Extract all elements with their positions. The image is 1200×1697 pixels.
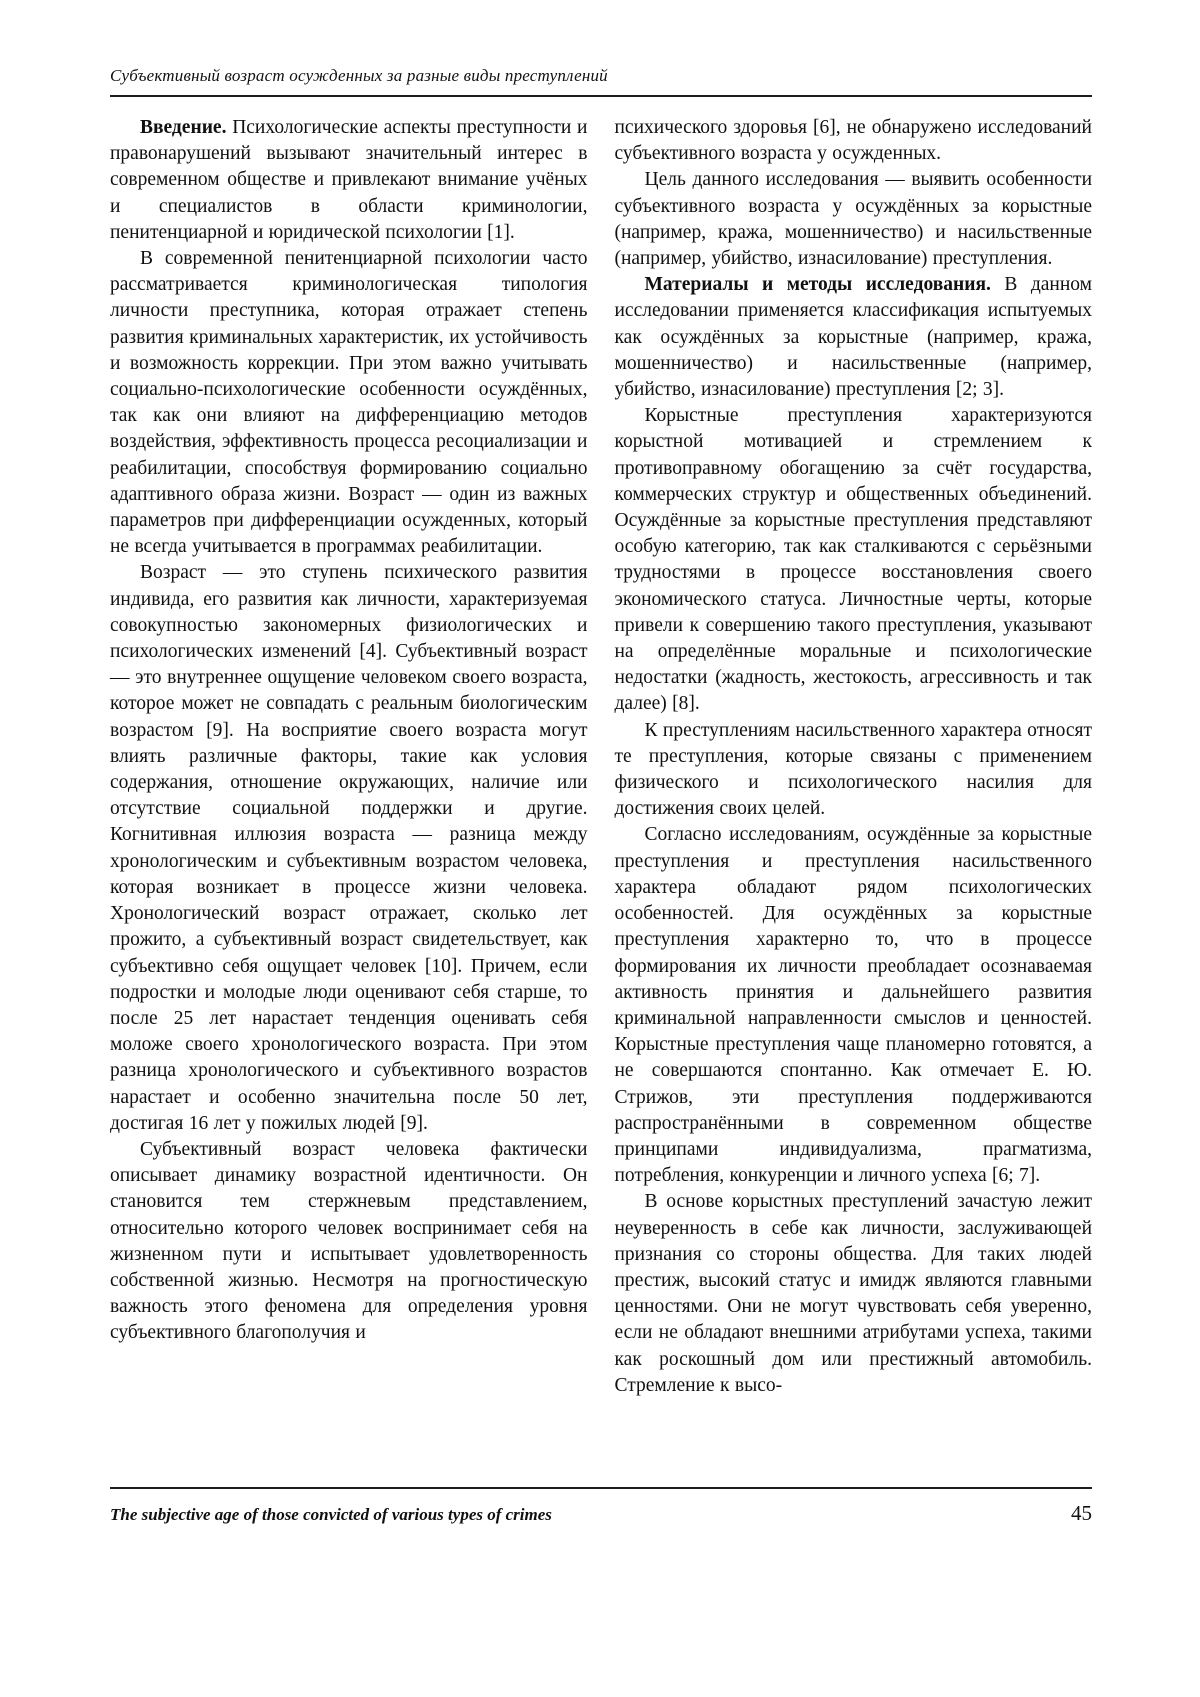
paragraph-text: Возраст — это ступень психического развития индивида, его развития как личности, характеризуемая совокупностью закономерных физиологических и психологических изменений [4]. Субъективный возраст — это внутреннее ощущение человеком своего возраста, которое может не совпадать с реальным биологическим возрастом [9]. На восприятие своего возраста могут влиять различные факторы, такие как условия содержания, отношение окружающих, наличие или отсутствие социальной поддержки и другие. Когнитивная иллюзия возраста — разница между хронологическим и субъективным возрастом человека, которая возникает в процессе жизни человека. Хронологический возраст отражает, сколько лет прожито, а субъективный возраст свидетельствует, как субъективно себя ощущает человек [10]. Причем, если подростки и молодые люди оценивают себя старше, то после 25 лет нарастает тенденция оценивать себя моложе своего хронологического возраста. При этом разница хронологического и субъективного возрастов нарастает и особенно значительна после 50 лет, достигая 16 лет у пожилых людей [9].	[110, 562, 588, 1134]
paragraph-text: К преступлениям насильственного характера относят те преступления, которые связаны с применением физического и психологического насилия для достижения своих целей.	[614, 719, 1092, 820]
header-rule	[110, 95, 1092, 97]
paragraph-lead: Материалы и методы исследования.	[644, 274, 991, 296]
paragraph	[110, 560, 588, 1136]
paragraph-text: Цель данного исследования — выявить особенности субъективного возраста у осуждённых за корыстные (например, кража, мошенничество) и насильственные (например, убийство, изнасилование) преступления.	[614, 169, 1092, 270]
paragraph	[615, 718, 1093, 823]
paragraph-continuation	[615, 115, 1093, 167]
paragraph-text: Субъективный возраст человека фактически описывает динамику возрастной идентичности. Он становится тем стержневым представлением, относительно которого человек воспринимает себя на жизненном пути и испытывает удовлетворенность собственной жизнью. Несмотря на прогностическую важность этого феномена для определения уровня субъективного благополучия и	[110, 1138, 588, 1344]
page-number: 45	[1071, 1501, 1092, 1525]
page	[110, 0, 1092, 1399]
paragraph	[110, 246, 588, 560]
running-head: Субъективный возраст осужденных за разные виды преступлений	[110, 66, 608, 85]
paragraph	[110, 1137, 588, 1347]
paragraph-introduction	[110, 115, 588, 246]
right-column	[615, 115, 1093, 1399]
page-footer	[110, 1487, 1092, 1526]
paragraph-text: Психологические аспекты преступности и правонарушений вызывают значительный интерес в современном обществе и привлекают внимание учёных и специалистов в области криминологии, пенитенциарной и юридической психологии [1].	[110, 117, 588, 243]
paragraph-text: В современной пенитенциарной психологии часто рассматривается криминологическая типология личности преступника, которая отражает степень развития криминальных характеристик, их устойчивость и возможность коррекции. При этом важно учитывать социально-психологические особенности осуждённых, так как они влияют на дифференциацию методов воздействия, эффективность процесса ресоциализации и реабилитации, способствуя формированию социально адаптивного образа жизни. Возраст — один из важных параметров при дифференциации осужденных, который не всегда учитывается в программах реабилитации.	[110, 248, 588, 558]
paragraph-lead: Введение.	[140, 117, 227, 138]
paragraph-text: Корыстные преступления характеризуются корыстной мотивацией и стремлением к противоправному обогащению за счёт государства, коммерческих структур и общественных объединений. Осуждённые за корыстные преступления представляют особую категорию, так как сталкиваются с серьёзными трудностями в процессе восстановления своего экономического статуса. Личностные черты, которые привели к совершению такого преступления, указывают на определённые моральные и психологические недостатки (жадность, жестокость, агрессивность и так далее) [8].	[614, 405, 1092, 715]
paragraph	[615, 403, 1093, 717]
paragraph	[615, 167, 1093, 272]
paragraph-materials-methods	[615, 272, 1093, 403]
paragraph-text: психического здоровья [6], не обнаружено исследований субъективного возраста у осужденных.	[614, 117, 1092, 165]
paragraph-text: В данном исследовании применяется классификация испытуемых как осуждённых за корыстные (например, кража, мошенничество) и насильственные (например, убийство, изнасилование) преступления [2; 3].	[614, 274, 1092, 401]
paragraph	[615, 1189, 1093, 1399]
left-column	[110, 115, 588, 1399]
two-column-body	[110, 115, 1092, 1399]
paragraph	[615, 822, 1093, 1189]
paragraph-text: Согласно исследованиям, осуждённые за корыстные преступления и преступления насильственного характера обладают рядом психологических особенностей. Для осуждённых за корыстные преступления характерно то, что в процессе формирования их личности преобладает осознаваемая активность принятия и дальнейшего развития криминальной направленности смыслов и ценностей. Корыстные преступления чаще планомерно готовятся, а не совершаются спонтанно. Как отмечает Е. Ю. Стрижов, эти преступления поддерживаются распространёнными в современном обществе принципами индивидуализма, прагматизма, потребления, конкуренции и личного успеха [6; 7].	[614, 824, 1092, 1187]
footer-title: The subjective age of those convicted of various types of crimes	[110, 1505, 552, 1524]
paragraph-text: В основе корыстных преступлений зачастую лежит неуверенность в себе как личности, заслуживающей признания со стороны общества. Для таких людей престиж, высокий статус и имидж являются главными ценностями. Они не могут чувствовать себя уверенно, если не обладают внешними атрибутами успеха, такими как роскошный дом или престижный автомобиль. Стремление к высо-	[614, 1191, 1092, 1396]
